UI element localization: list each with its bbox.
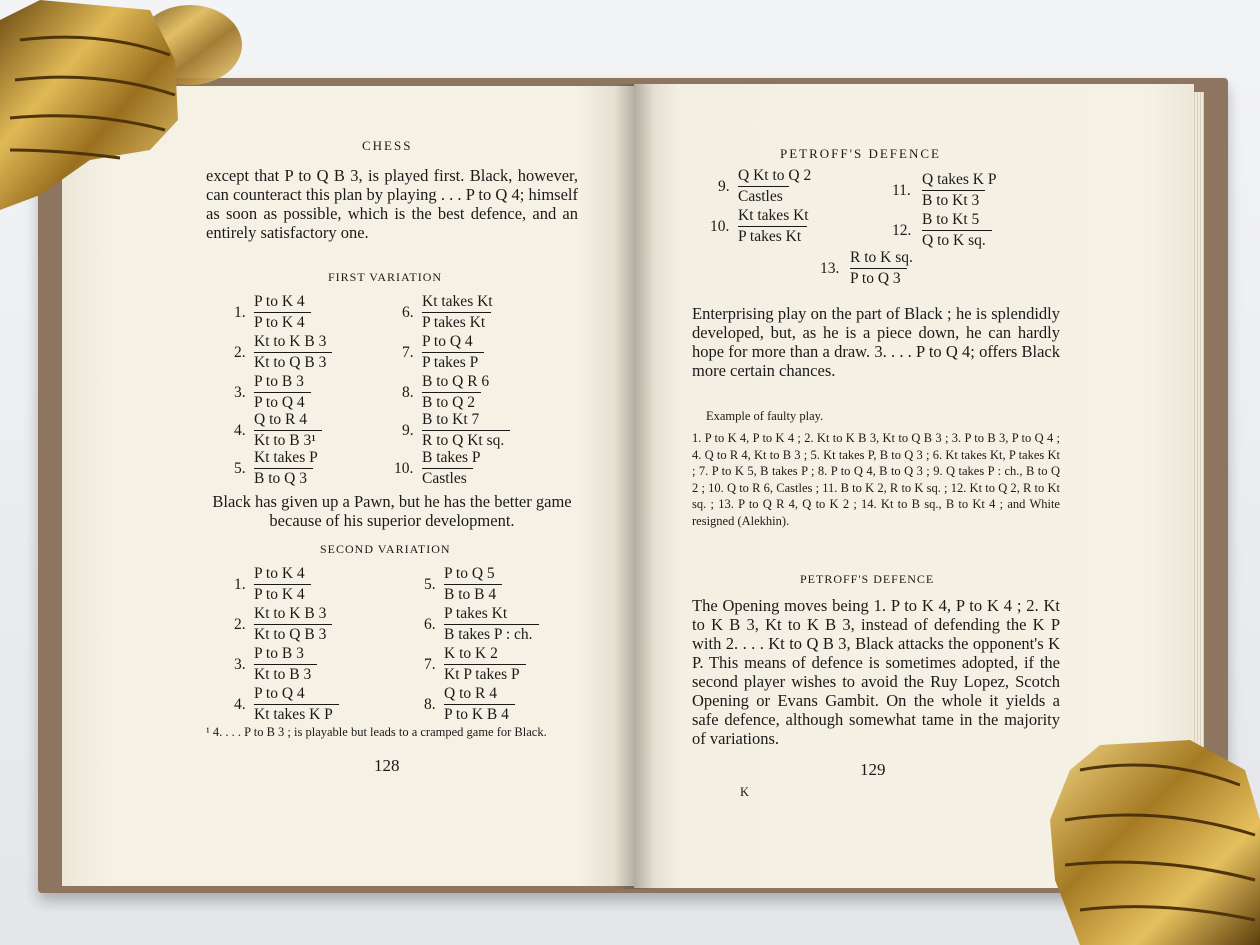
move-8: 8. B to Q R 6 B to Q 2 [402,373,490,411]
section-paragraph: The Opening moves being 1. P to K 4, P to K 4 ; 2. Kt to K B 3, Kt to K B 3, instead of defending the K P with 2. . . . Kt to Q B 3, Black attacks the opponent's K P. This means of defence is sometimes adopted, if the second player wishes to avoid the Ruy Lopez, Scotch Opening or Evans Gambit. On the whole it yields a safe defence, although somewhat tame in the majority of variations. [692,596,1060,748]
move-13: 13. R to K sq. P to Q 3 [820,249,913,287]
sv-move-4: 4. P to Q 4 Kt takes K P [234,684,384,724]
signature-mark: K [740,785,750,799]
sv-move-8: 8. Q to R 4 P to K B 4 [424,684,574,724]
sv-move-3: 3. P to B 3 Kt to B 3 [234,644,384,684]
footnote: ¹ 4. . . . P to B 3 ; is playable but leads to a cramped game for Black. [206,725,547,739]
move-1: 1. P to K 4 P to K 4 [234,292,374,332]
move-10: 10. B takes P Castles [394,449,481,487]
running-head: CHESS [362,138,413,153]
brass-hand-weight-bottom-right [1040,730,1260,945]
move-6: 6. Kt takes Kt P takes Kt [402,293,493,331]
sv-move-5: 5. P to Q 5 B to B 4 [424,564,574,604]
second-variation-heading: SECOND VARIATION [320,542,451,556]
move-10: 10. Kt takes Kt P takes Kt [710,207,809,245]
move-12: 12. B to Kt 5 Q to K sq. [892,210,1052,250]
intro-paragraph: except that P to Q B 3, is played first. Black, however, can counteract this plan by playing . . . P to Q 4; himself as soon as possible, which is the best defence, and an entirely satisfactory one. [206,166,578,242]
running-head: PETROFF'S DEFENCE [780,146,941,161]
move-2: 2. Kt to K B 3 Kt to Q B 3 [234,332,374,372]
first-variation-heading: FIRST VARIATION [328,270,443,284]
spine-shadow [614,84,654,889]
move-9: 9. B to Kt 7 R to Q Kt sq. [402,410,572,450]
brass-hand-weight-top-left [0,0,250,215]
move-7: 7. P to Q 4 P takes P [402,332,562,372]
comment-paragraph: Enterprising play on the part of Black ; he is splendidly developed, but, as he is a piece down, he can hardly hope for more than a draw. 3. . . . P to Q 4; offers Black more certain chances. [692,304,1060,380]
sv-move-2: 2. Kt to K B 3 Kt to Q B 3 [234,604,384,644]
move-4: 4. Q to R 4 Kt to B 3¹ [234,410,374,450]
move-9: 9. Q Kt to Q 2 Castles [718,167,812,205]
example-text: 1. P to K 4, P to K 4 ; 2. Kt to K B 3, Kt to Q B 3 ; 3. P to B 3, P to Q 4 ; 4. Q to R 4, Kt to B 3 ; 5. Kt takes P, B to Q 3 ; 6. Kt takes Kt, P takes Kt ; 7. P to K 5, B takes P ; 8. P to Q 4, B to Q 3 ; 9. Q takes P : ch., B to Q 2 ; 10. Q to R 6, Castles ; 11. B to K 2, R to K sq. ; 12. Kt to Q 2, R to Kt sq. ; 13. P to Q R 4, Q to K 2 ; 14. Kt to B sq., B to Kt 4 ; and White resigned (Alekhin). [692,431,1060,528]
sv-move-1: 1. P to K 4 P to K 4 [234,564,384,604]
move-5: 5. Kt takes P B to Q 3 [234,449,318,487]
example-heading: Example of faulty play. [706,409,824,423]
move-11: 11. Q takes K P B to Kt 3 [892,171,997,209]
move-3: 3. P to B 3 P to Q 4 [234,372,374,412]
sv-move-6: 6. P takes Kt B takes P : ch. [424,604,574,644]
page-number: 129 [860,760,886,779]
first-variation-comment: Black has given up a Pawn, but he has the better game because of his superior development. [212,492,572,530]
sv-move-7: 7. K to K 2 Kt P takes P [424,644,574,684]
section-heading: PETROFF'S DEFENCE [800,572,935,586]
page-number: 128 [374,756,400,775]
